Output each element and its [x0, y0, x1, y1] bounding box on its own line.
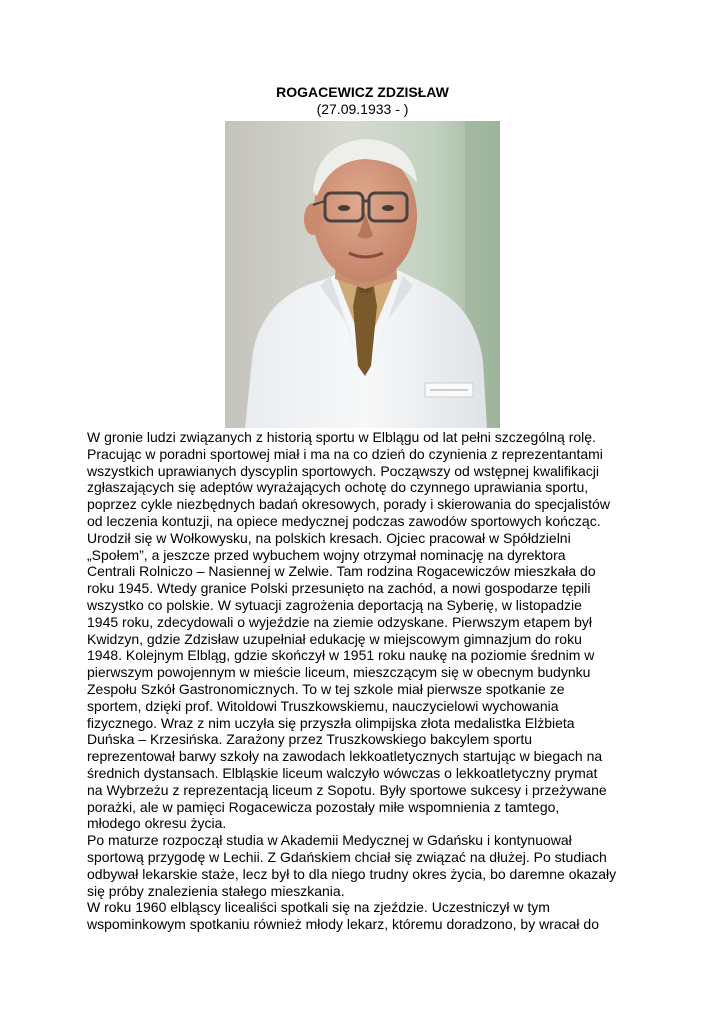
body-line: na Wybrzeżu z reprezentacją liceum z Sopotu. Były sportowe sukcesy i przeżywane [87, 781, 607, 798]
body-line: „Społem”, a jeszcze przed wybuchem wojny otrzymał nominację na dyrektora [87, 546, 566, 563]
body-line: młodego okresu życia. [87, 815, 227, 832]
body-line: się próby znalezienia stałego mieszkania. [87, 882, 345, 899]
body-line: Po maturze rozpoczął studia w Akademii Medycznej w Gdańsku i kontynuował [87, 832, 572, 849]
body-line: Pracując w poradni sportowej miał i ma na co dzień do czynienia z reprezentantami [87, 445, 603, 462]
portrait-photo [225, 121, 500, 428]
body-line: pierwszym powojennym w mieście liceum, mieszczącym się w obecnym budynku [87, 664, 591, 681]
body-line: poprzez cykle niezbędnych badań okresowych, porady i skierowania do specjalistów [87, 496, 610, 513]
body-line: porażki, ale w pamięci Rogacewicza pozostały miłe wspomnienia z tamtego, [87, 798, 560, 815]
body-line: wspominkowym spotkaniu również młody lekarz, któremu doradzono, by wracał do [87, 916, 599, 933]
body-line: Duńska – Krzesińska. Zarażony przez Truszkowskiego bakcylem sportu [87, 731, 533, 748]
body-line: Kwidzyn, gdzie Zdzisław uzupełniał edukację w miejscowym gimnazjum do roku [87, 630, 582, 647]
body-line: wszystkich uprawianych dyscyplin sportowych. Począwszy od wstępnej kwalifikacji [87, 462, 599, 479]
body-line: sportową przygodę w Lechii. Z Gdańskiem chciał się związać na dłużej. Po studiach [87, 848, 607, 865]
body-line: odbywał lekarskie staże, lecz był to dla niego trudny okres życia, bo daremne okazały [87, 865, 617, 882]
body-line: Centrali Rolniczo – Nasiennej w Zelwie. Tam rodzina Rogacewiczów mieszkała do [87, 563, 596, 580]
page-title: ROGACEWICZ ZDZISŁAW [276, 84, 449, 100]
body-line: zgłaszających się adeptów wyrażających ochotę do czynnego uprawiania sportu, [87, 479, 589, 496]
body-line: średnich dystansach. Elbląskie liceum walczyło wówczas o lekkoatletyczny prymat [87, 764, 598, 781]
body-line: Urodził się w Wołkowysku, na polskich kresach. Ojciec pracował w Spółdzielni [87, 529, 571, 546]
body-line: od leczenia kontuzji, na opiece medycznej podczas zawodów sportowych kończąc. [87, 512, 601, 529]
body-line: W gronie ludzi związanych z historią sportu w Elblągu od lat pełni szczególną rolę. [87, 429, 596, 445]
body-line: reprezentował barwy szkoły na zawodach lekkoatletycznych startując w biegach na [87, 748, 603, 765]
body-line: wszystko co polskie. W sytuacji zagrożenia deportacją na Syberię, w listopadzie [87, 596, 582, 613]
body-line: roku 1945. Wtedy granice Polski przesunięto na zachód, a nowi gospodarze tępili [87, 580, 591, 597]
portrait-illustration [225, 121, 500, 428]
body-line: 1948. Kolejnym Elbląg, gdzie skończył w 1951 roku naukę na poziomie średnim w [87, 647, 595, 664]
body-line: 1945 roku, zdecydowali o wyjeździe na ziemie odzyskane. Pierwszym etapem był [87, 613, 593, 630]
body-line: Zespołu Szkół Gastronomicznych. To w tej szkole miał pierwsze spotkanie ze [87, 680, 565, 697]
body-line: W roku 1960 elbląscy licealiści spotkali się na zjeździe. Uczestniczył w tym [87, 899, 550, 916]
body-line: sportem, dzięki prof. Witoldowi Truszkowskiemu, nauczycielowi wychowania [87, 697, 559, 714]
life-dates: (27.09.1933 - ) [316, 101, 409, 117]
article-body [87, 429, 647, 933]
body-line: fizycznego. Wraz z nim uczyła się przyszła olimpijska złota medalistka Elżbieta [87, 714, 575, 731]
